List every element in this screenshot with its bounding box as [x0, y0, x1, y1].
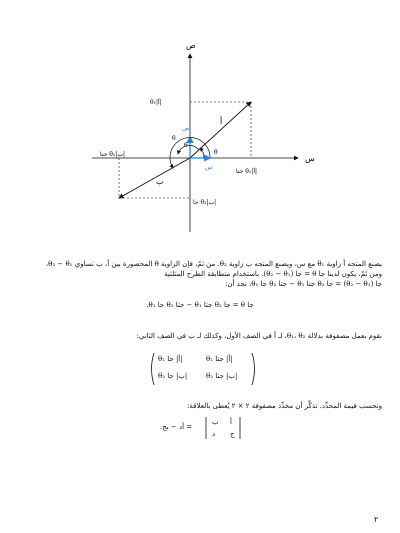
label-proj-b-x: جتا θ‎₂|ب|	[100, 151, 125, 158]
label-proj-b-y: جا θ‎₂|ب|	[193, 199, 217, 206]
det-c: ج	[230, 430, 235, 438]
intro-line-1: يصنع المتجه أ زاوية θ₁ مع س، ويصنع المتجه ب زاوية θ₂. من ثمّ، فإن الزاوية θ المحصورة بين أ، ب تساوي θ₂ − θ₁،	[45, 260, 382, 268]
det-d: د	[212, 430, 216, 438]
matrix-r1c1: |أ| جتا θ₁	[206, 355, 233, 363]
det-a: أ	[230, 418, 232, 426]
determinant-rhs: = أد − بج.	[160, 423, 193, 431]
label-unit-x: س	[205, 164, 213, 171]
vector-a	[190, 102, 251, 158]
det-b: ب	[212, 418, 219, 426]
determinant-formula	[160, 415, 250, 441]
matrix-r2c1: |ب| جتا θ₂	[206, 372, 238, 380]
paragraph-determinant-intro: ونحسب قيمة المحدِّد. تذكَّر أن محدِّد مصفوفة ٢ × ٢ يُعطى بالعلاقة:	[187, 402, 382, 410]
intro-line-2: ومن ثَمّ، يكون لدينا جا θ = جا (θ₂ − θ₁). باستخدام متطابقة الطرح المثلثية	[164, 270, 382, 278]
intro-line-3: جا (θ₂ − θ₁) = جا θ₂ جتا θ₁ − جتا θ₂ جا θ₁، نجد أن:	[224, 280, 382, 288]
matrix-r2c2: |ب| جا θ₂	[158, 372, 188, 380]
label-proj-a-x: جتا θ‎₁|أ|	[236, 168, 258, 175]
label-proj-a-y: θ‎₁|‎أ|	[150, 99, 162, 106]
matrix	[148, 351, 258, 387]
axis-label-y: ص	[186, 41, 196, 50]
paragraph-matrix-intro: نقوم بعمل مصفوفة بدلالة θ₁، θ₂، لـ أ في الصف الأول، وكذلك لـ ب في الصف الثاني:	[136, 332, 382, 340]
angle-arc-theta1	[200, 148, 204, 158]
label-vector-a: أ	[220, 117, 223, 126]
label-theta2: θ	[172, 135, 176, 142]
vector-b	[119, 158, 190, 198]
vector-diagram	[0, 0, 400, 240]
determinant-bars	[160, 415, 250, 441]
label-theta1: θ	[214, 149, 218, 156]
label-unit-y: ص	[182, 125, 190, 132]
equation-sin-theta: جا θ = جا θ₂ جتا θ₁ − جتا θ₂ جا θ₁.	[146, 301, 254, 309]
paragraph-intro	[18, 259, 382, 289]
label-theta: θ	[184, 142, 188, 149]
page-number: ٢	[374, 515, 379, 524]
matrix-r1c2: |أ| جا θ₁	[158, 355, 183, 363]
label-vector-b: ب	[156, 177, 164, 186]
axis-label-x: س	[305, 154, 315, 163]
